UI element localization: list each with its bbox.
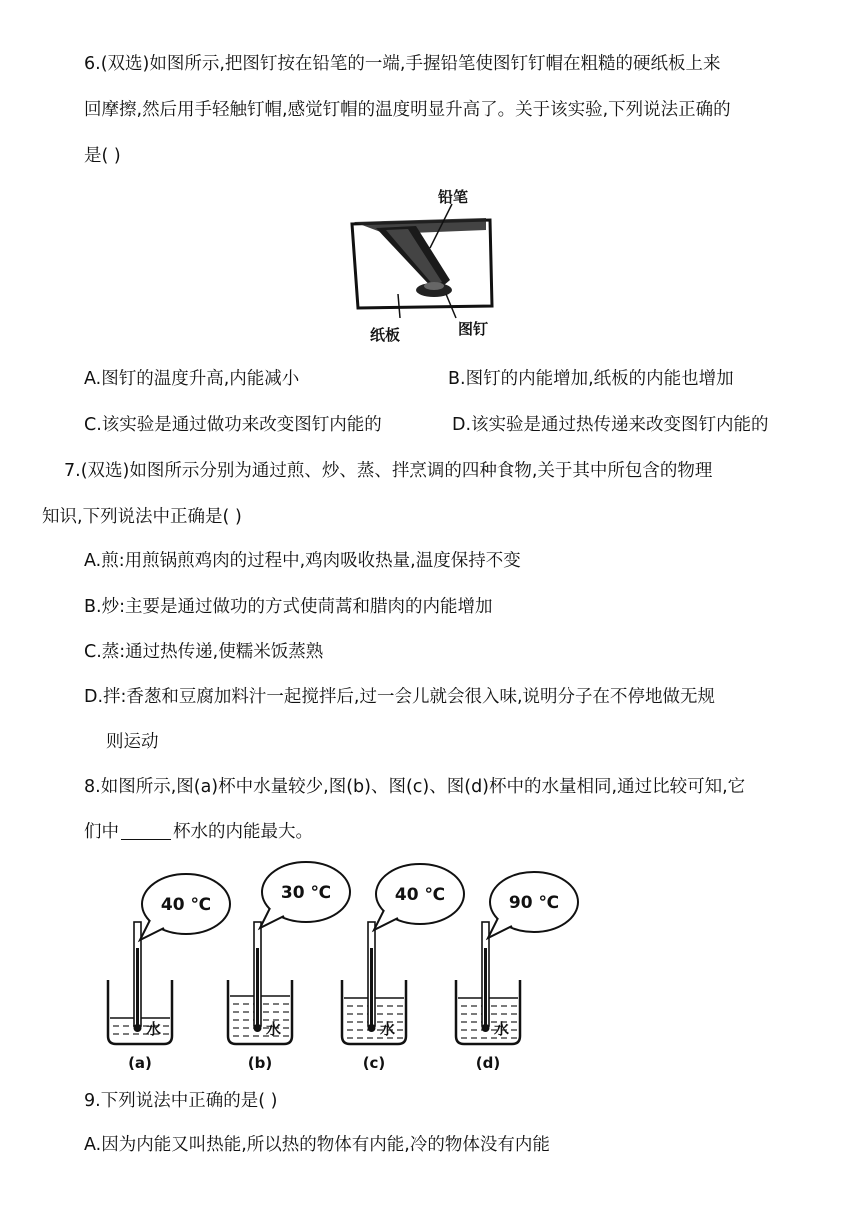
q6-option-d: D.该实验是通过热传递来改变图钉内能的 [452, 415, 769, 435]
temperature-label: 30 ℃ [280, 883, 332, 903]
beaker-caption: (b) [247, 1054, 273, 1072]
water-label: 水 [380, 1020, 396, 1038]
beaker-a [108, 874, 230, 1072]
q6-stem-line-2: 回摩擦,然后用手轻触钉帽,感觉钉帽的温度明显升高了。关于该实验,下列说法正确的 [84, 100, 731, 120]
beaker-c [342, 864, 464, 1072]
beaker-caption: (d) [475, 1054, 501, 1072]
q8-stem-before-blank: 们中 [84, 822, 119, 842]
beaker-caption: (c) [362, 1054, 386, 1072]
q6-option-a: A.图钉的温度升高,内能减小 [84, 369, 300, 389]
beaker-caption: (a) [128, 1054, 152, 1072]
label-board: 纸板 [370, 326, 401, 344]
answer-blank [121, 821, 171, 840]
beaker-d [456, 872, 578, 1072]
q7-option-b: B.炒:主要是通过做功的方式使茼蒿和腊肉的内能增加 [84, 597, 493, 617]
q7-stem-line-1: 7.(双选)如图所示分别为通过煎、炒、蒸、拌烹调的四种食物,关于其中所包含的物理 [64, 461, 713, 481]
q8-beakers-figure [90, 856, 600, 1082]
q9-stem: 9.下列说法中正确的是( ) [84, 1091, 278, 1111]
q7-option-a: A.煎:用煎锅煎鸡肉的过程中,鸡肉吸收热量,温度保持不变 [84, 551, 521, 571]
label-pencil: 铅笔 [438, 188, 469, 206]
q7-stem-line-2: 知识,下列说法中正确是( ) [42, 507, 242, 527]
q6-option-c: C.该实验是通过做功来改变图钉内能的 [84, 415, 382, 435]
q8-stem-after-blank: 杯水的内能最大。 [173, 822, 313, 842]
water-label: 水 [266, 1020, 282, 1038]
q6-option-b: B.图钉的内能增加,纸板的内能也增加 [448, 369, 734, 389]
q6-stem-line-3: 是( ) [84, 146, 121, 166]
q6-stem-line-1: 6.(双选)如图所示,把图钉按在铅笔的一端,手握铅笔使图钉钉帽在粗糙的硬纸板上来 [84, 54, 721, 74]
water-label: 水 [146, 1020, 162, 1038]
q8-stem-line-1: 8.如图所示,图(a)杯中水量较少,图(b)、图(c)、图(d)杯中的水量相同,通过比较可知,它 [84, 777, 746, 797]
temperature-label: 40 ℃ [160, 895, 212, 915]
q8-stem-line-2 [84, 820, 313, 844]
q7-option-d-line-2: 则运动 [106, 732, 159, 752]
temperature-label: 40 ℃ [394, 885, 446, 905]
q7-option-d-line-1: D.拌:香葱和豆腐加料汁一起搅拌后,过一会儿就会很入味,说明分子在不停地做无规 [84, 687, 716, 707]
q7-option-c: C.蒸:通过热传递,使糯米饭蒸熟 [84, 642, 324, 662]
water-label: 水 [494, 1020, 510, 1038]
beaker-b [228, 862, 350, 1072]
label-pin: 图钉 [458, 320, 489, 338]
temperature-label: 90 ℃ [508, 893, 560, 913]
q9-option-a: A.因为内能又叫热能,所以热的物体有内能,冷的物体没有内能 [84, 1135, 550, 1155]
q6-figure-pencil-pin [346, 182, 506, 348]
